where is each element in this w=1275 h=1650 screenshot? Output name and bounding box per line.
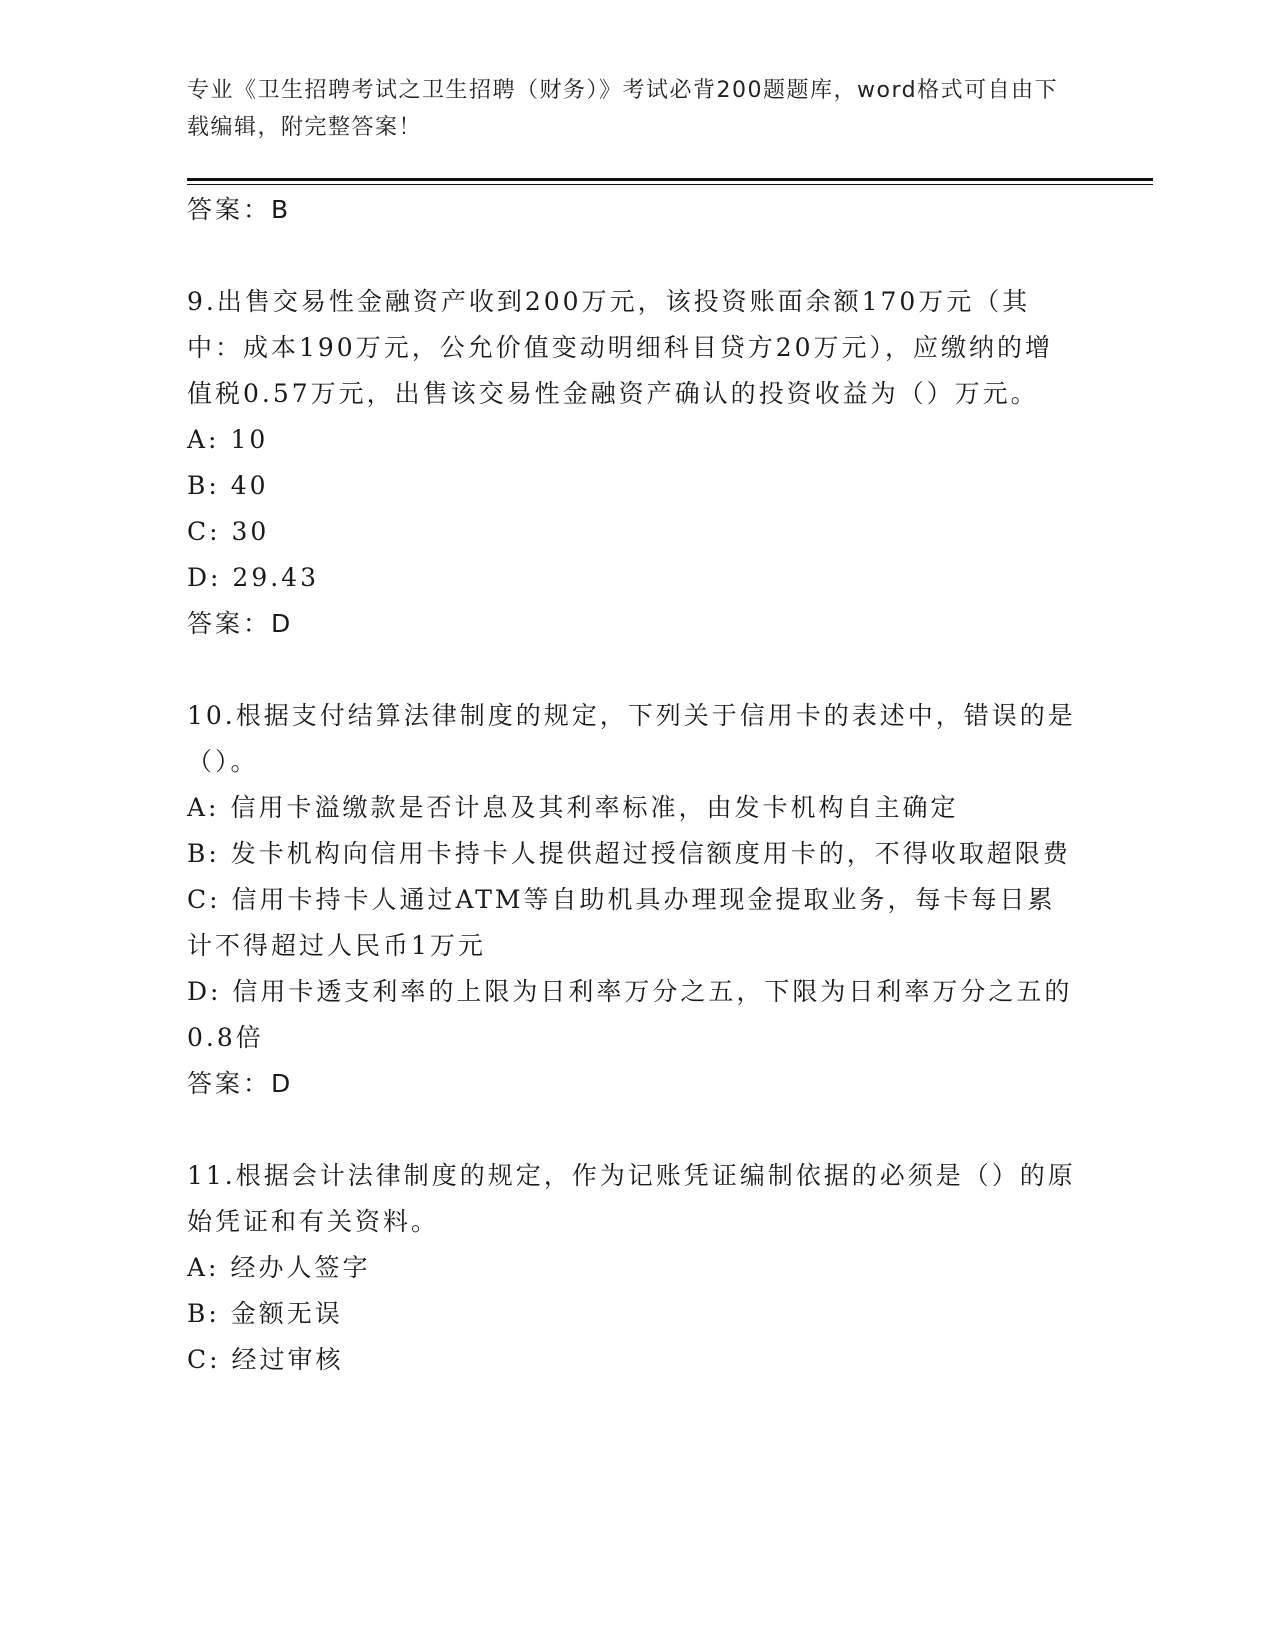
- option-a: [187, 1245, 1077, 1291]
- option-label: D:: [187, 563, 222, 592]
- question-11: [187, 1153, 1077, 1383]
- option-d: [187, 969, 1077, 1061]
- question-stem: 9.出售交易性金融资产收到200万元，该投资账面余额170万元（其中：成本190万元，公允价值变动明细科目贷方20万元），应缴纳的增值税0.57万元，出售该交易性金融资产确认的投资收益为（）万元。: [187, 287, 1054, 408]
- option-c: [187, 1337, 1077, 1383]
- option-label: D:: [187, 977, 222, 1006]
- option-a: [187, 417, 1077, 463]
- option-b: [187, 831, 1077, 877]
- option-label: B:: [187, 1299, 220, 1328]
- option-text: 10: [230, 425, 269, 454]
- option-c: [187, 509, 1077, 555]
- option-a: [187, 785, 1077, 831]
- option-d: [187, 555, 1077, 601]
- answer-label: 答案：: [187, 609, 272, 638]
- option-b: [187, 463, 1077, 509]
- option-label: C:: [187, 1345, 221, 1374]
- option-text: 40: [230, 471, 269, 500]
- option-label: B:: [187, 839, 220, 868]
- answer-value: D: [271, 609, 294, 638]
- option-label: A:: [187, 793, 220, 822]
- option-b: [187, 1291, 1077, 1337]
- question-9: [187, 279, 1077, 647]
- option-text: 经办人签字: [230, 1253, 371, 1282]
- option-text: 信用卡透支利率的上限为日利率万分之五，下限为日利率万分之五的0.8倍: [187, 977, 1073, 1052]
- question-10: [187, 693, 1077, 1107]
- document-header: [187, 72, 1067, 146]
- option-c: [187, 877, 1077, 969]
- question-answer: [187, 601, 1077, 647]
- question-stem: 11.根据会计法律制度的规定，作为记账凭证编制依据的必须是（）的原始凭证和有关资料。: [187, 1161, 1076, 1236]
- answer-value: D: [271, 1069, 294, 1098]
- option-label: B:: [187, 471, 220, 500]
- header-text: 专业《卫生招聘考试之卫生招聘（财务）》考试必背200题题库，word格式可自由下载编辑，附完整答案！: [187, 78, 1059, 140]
- answer-label: 答案：: [187, 1069, 272, 1098]
- question-stem: 10.根据支付结算法律制度的规定，下列关于信用卡的表述中，错误的是（）。: [187, 701, 1076, 776]
- option-label: A:: [187, 1253, 220, 1282]
- answer-value: B: [271, 195, 292, 224]
- option-text: 信用卡溢缴款是否计息及其利率标准，由发卡机构自主确定: [230, 793, 959, 822]
- option-text: 经过审核: [231, 1345, 344, 1374]
- header-divider-thin: [187, 184, 1153, 185]
- question-answer: [187, 1061, 1077, 1107]
- option-label: A:: [187, 425, 220, 454]
- option-label: C:: [187, 517, 221, 546]
- option-label: C:: [187, 885, 221, 914]
- option-text: 发卡机构向信用卡持卡人提供超过授信额度用卡的，不得收取超限费: [230, 839, 1071, 868]
- option-text: 信用卡持卡人通过ATM等自助机具办理现金提取业务，每卡每日累计不得超过人民币1万元: [187, 885, 1056, 960]
- answer-label: 答案：: [187, 195, 272, 224]
- document-body: [187, 187, 1077, 1383]
- previous-answer: [187, 187, 1077, 233]
- option-text: 30: [231, 517, 270, 546]
- option-text: 金额无误: [230, 1299, 343, 1328]
- option-text: 29.43: [232, 563, 319, 592]
- header-divider-thick: [187, 178, 1153, 181]
